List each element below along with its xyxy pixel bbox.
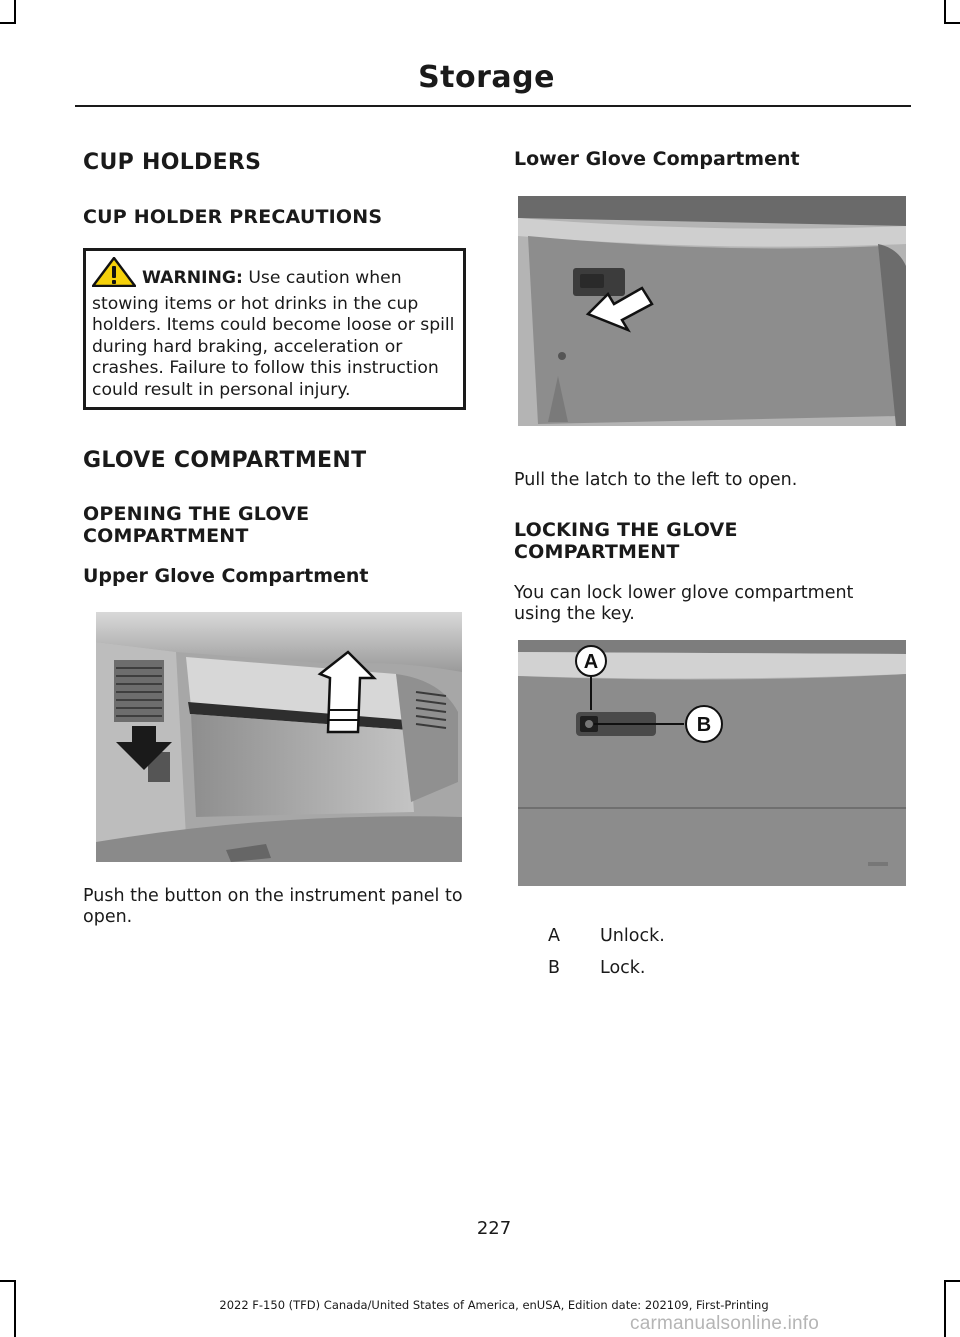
locking-text: You can lock lower glove compartment using the key. bbox=[514, 583, 854, 624]
opening-heading-line1: OPENING THE GLOVE bbox=[83, 503, 310, 525]
opening-heading bbox=[83, 503, 309, 547]
cup-holders-heading: CUP HOLDERS bbox=[83, 150, 262, 175]
upper-glove-caption: Push the button on the instrument panel to open. bbox=[83, 886, 463, 927]
lower-glove-illustration bbox=[518, 196, 906, 426]
legend-key-b: B bbox=[548, 958, 561, 978]
warning-triangle-icon bbox=[92, 257, 136, 294]
upper-glove-heading: Upper Glove Compartment bbox=[83, 565, 369, 587]
glove-compartment-heading: GLOVE COMPARTMENT bbox=[83, 448, 367, 473]
crop-mark bbox=[14, 0, 16, 24]
locking-heading-line1: LOCKING THE GLOVE bbox=[514, 519, 738, 541]
section-title: Storage bbox=[418, 60, 555, 95]
legend-desc-b: Lock. bbox=[600, 958, 646, 978]
crop-mark bbox=[944, 22, 960, 24]
crop-mark bbox=[944, 1280, 960, 1282]
locking-heading bbox=[514, 519, 738, 563]
callout-a: A bbox=[583, 651, 599, 673]
legend-key-a: A bbox=[548, 926, 560, 946]
lock-illustration bbox=[518, 640, 906, 886]
locking-heading-line2: COMPARTMENT bbox=[514, 541, 680, 563]
crop-mark bbox=[0, 1280, 16, 1282]
cup-holder-precautions-heading: CUP HOLDER PRECAUTIONS bbox=[83, 206, 383, 228]
legend-desc-a: Unlock. bbox=[600, 926, 665, 946]
watermark: carmanualsonline.info bbox=[630, 1313, 820, 1334]
lower-glove-caption: Pull the latch to the left to open. bbox=[514, 470, 798, 490]
page-number: 227 bbox=[476, 1218, 512, 1239]
warning-box bbox=[83, 248, 466, 410]
warning-label: WARNING: bbox=[142, 268, 243, 288]
upper-glove-illustration bbox=[96, 612, 462, 862]
lower-glove-heading: Lower Glove Compartment bbox=[514, 148, 800, 170]
warning-text: Use caution when stowing items or hot drinks in the cup holders. Items could become loose or spill during hard braking, acceleration or crashes. Failure to follow this instruction could result in personal injury. bbox=[92, 268, 455, 400]
header-rule bbox=[75, 105, 911, 107]
crop-mark bbox=[0, 22, 16, 24]
callout-b: B bbox=[696, 714, 712, 736]
opening-heading-line2: COMPARTMENT bbox=[83, 525, 249, 547]
crop-mark bbox=[944, 0, 946, 24]
edition-footer: 2022 F-150 (TFD) Canada/United States of America, enUSA, Edition date: 202109, First-Printing bbox=[219, 1298, 769, 1312]
